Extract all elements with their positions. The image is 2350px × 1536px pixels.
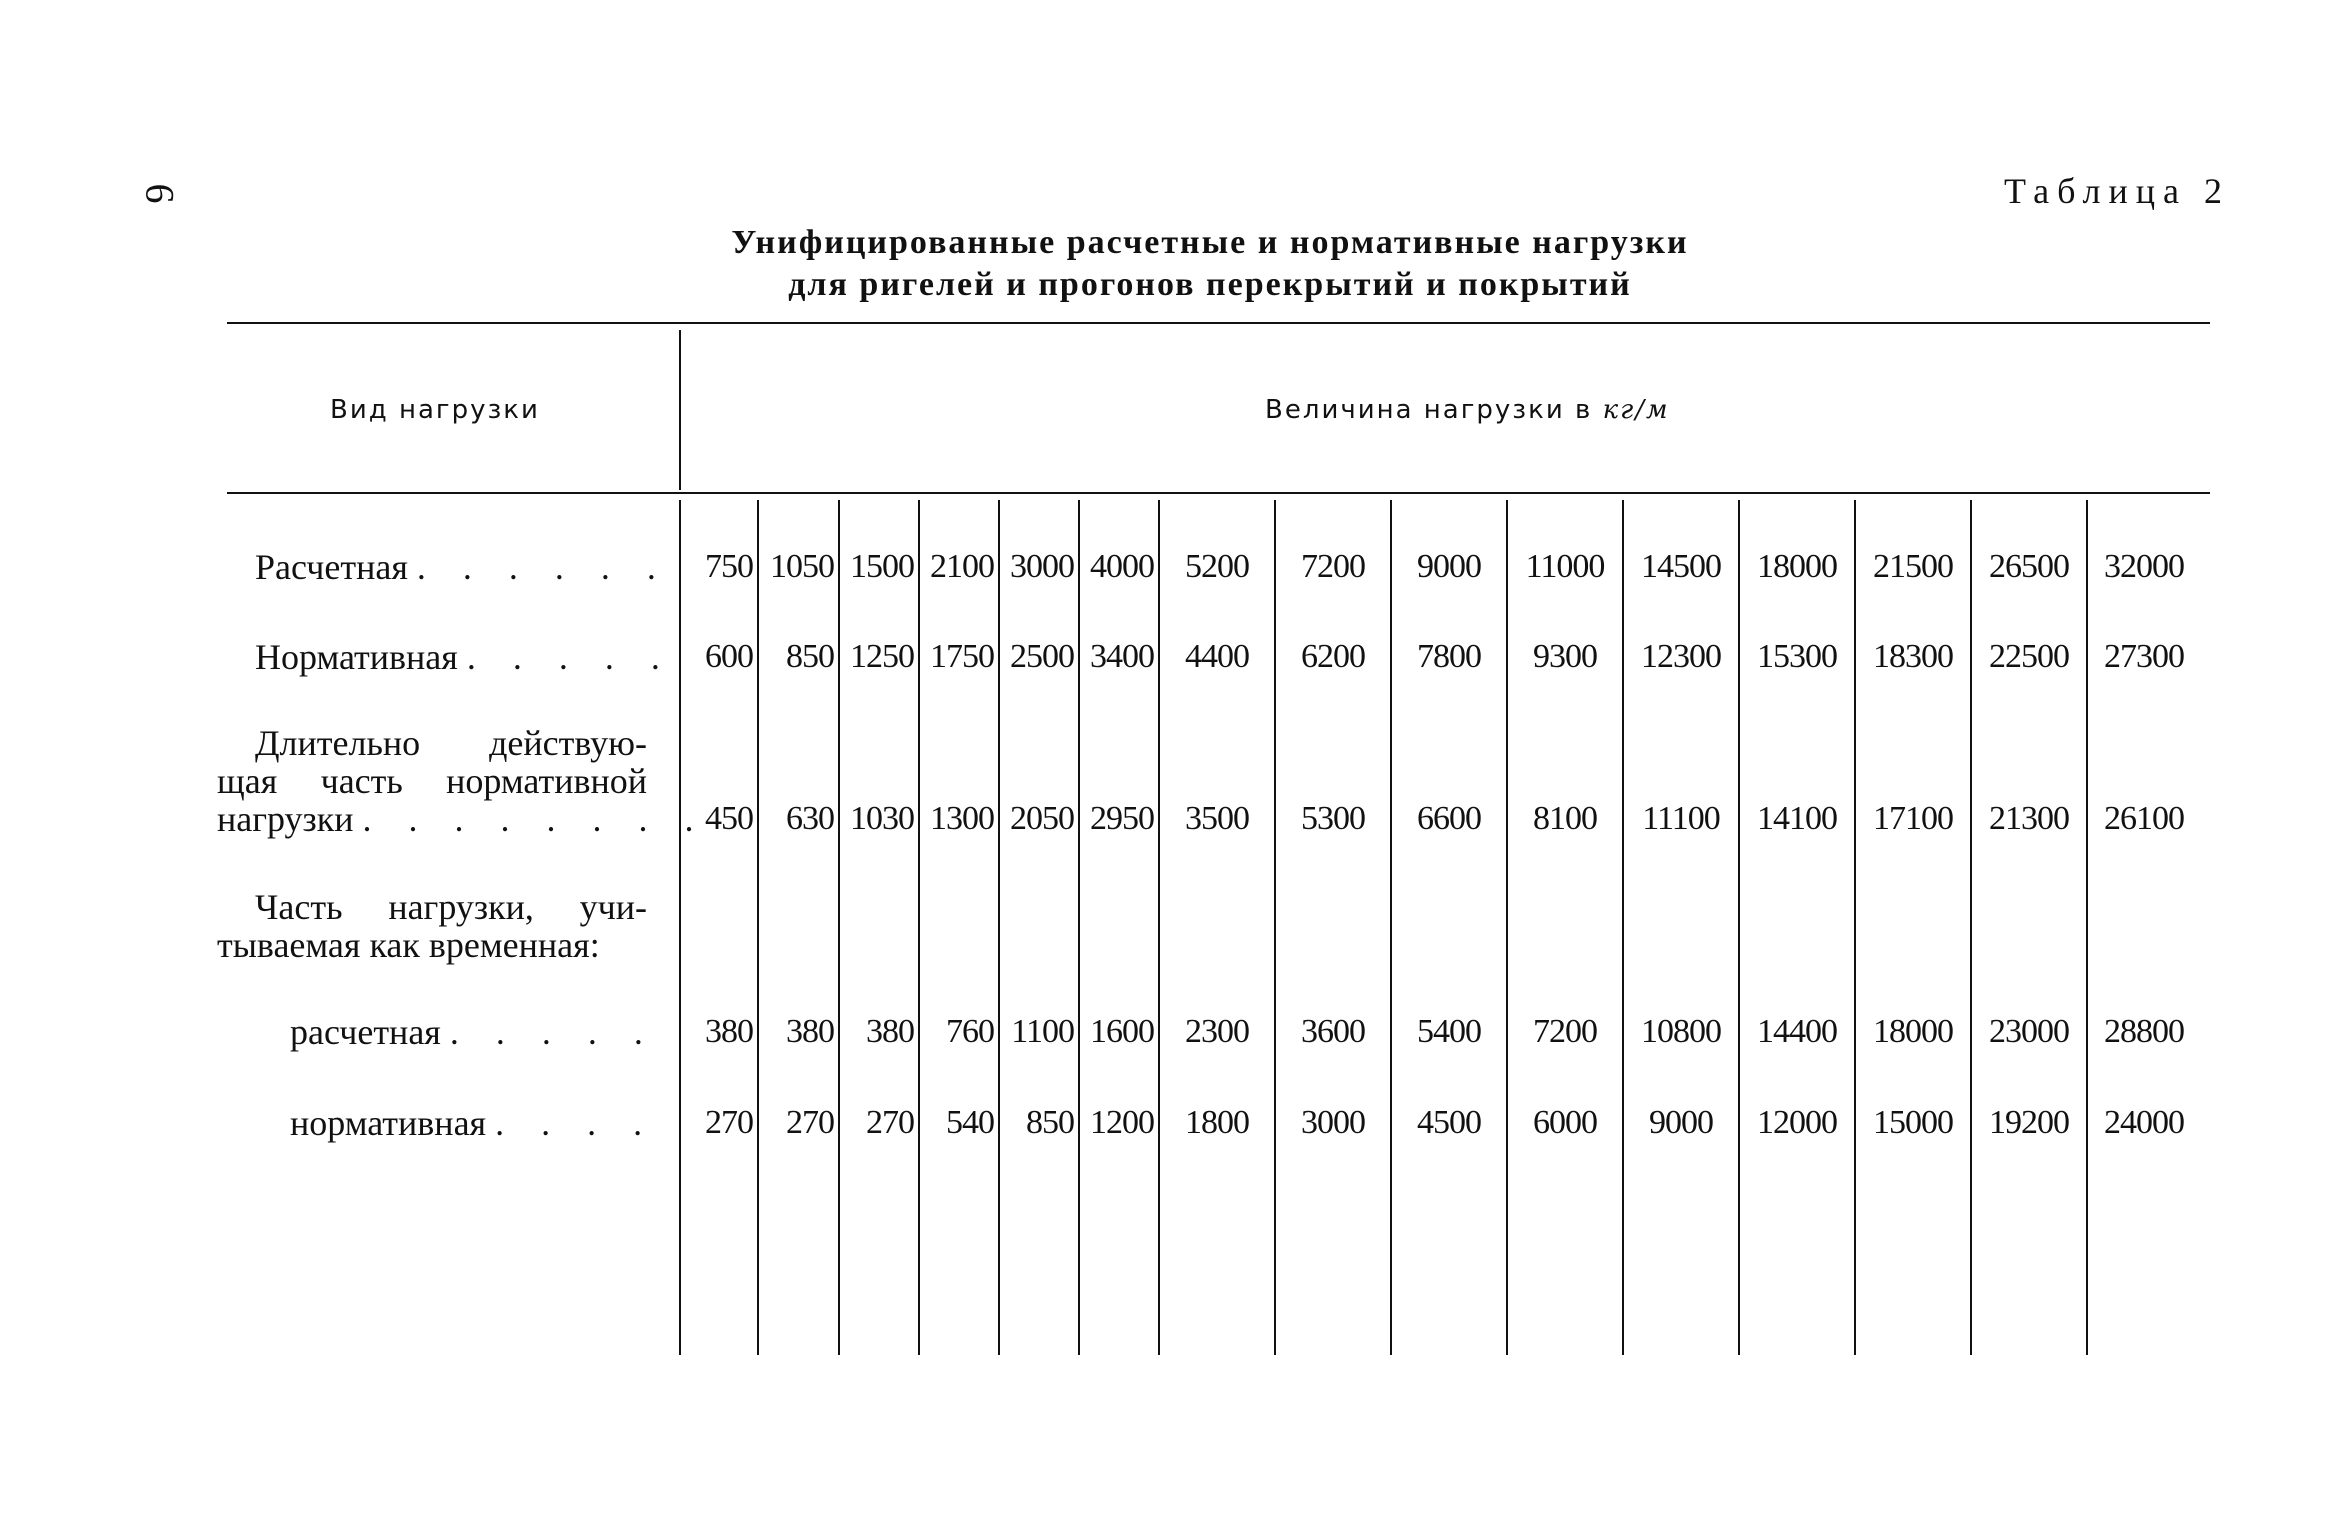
table-cell: 380 (786, 1013, 834, 1050)
column-divider (1854, 500, 1856, 1355)
header-divider (679, 330, 681, 490)
table-cell: 14400 (1757, 1013, 1837, 1050)
title-line-1: Унифицированные расчетные и нормативные нагрузки (731, 224, 1689, 261)
column-divider (838, 500, 840, 1355)
table-cell: 2100 (930, 548, 994, 585)
table-cell: 2300 (1185, 1013, 1249, 1050)
table-cell: 9000 (1649, 1104, 1713, 1141)
column-divider (998, 500, 1000, 1355)
column-divider (679, 500, 681, 1355)
column-divider (1738, 500, 1740, 1355)
header-bottom-rule (227, 492, 2210, 494)
column-divider (1390, 500, 1392, 1355)
column-divider (2086, 500, 2088, 1355)
table-cell: 3600 (1301, 1013, 1365, 1050)
table-cell: 600 (705, 638, 753, 675)
table-cell: 3500 (1185, 800, 1249, 837)
row-label-normative: Нормативная . . . . . (255, 637, 674, 677)
row-label-temporary-part (217, 888, 647, 964)
table-cell: 12300 (1641, 638, 1721, 675)
column-divider (1158, 500, 1160, 1355)
table-cell: 11000 (1525, 548, 1605, 585)
column-divider (1506, 500, 1508, 1355)
table-cell: 850 (1026, 1104, 1074, 1141)
table-cell: 270 (786, 1104, 834, 1141)
table-cell: 2950 (1090, 800, 1154, 837)
table-cell: 1030 (850, 800, 914, 837)
table-cell: 750 (705, 548, 753, 585)
row-label-temporary-line-2: тываемая как временная: (217, 925, 600, 965)
table-cell: 1300 (930, 800, 994, 837)
table-cell: 270 (705, 1104, 753, 1141)
row-label-long-term (217, 724, 708, 838)
table-cell: 1050 (770, 548, 834, 585)
column-divider (1078, 500, 1080, 1355)
table-cell: 1200 (1090, 1104, 1154, 1141)
table-cell: 270 (866, 1104, 914, 1141)
table-cell: 3000 (1301, 1104, 1365, 1141)
table-cell: 12000 (1757, 1104, 1837, 1141)
table-cell: 1500 (850, 548, 914, 585)
table-cell: 630 (786, 800, 834, 837)
table-cell: 7200 (1301, 548, 1365, 585)
table-cell: 15000 (1873, 1104, 1953, 1141)
table-top-rule (227, 322, 2210, 324)
table-cell: 32000 (2104, 548, 2184, 585)
table-cell: 15300 (1757, 638, 1837, 675)
page-number: 6 (137, 183, 183, 204)
table-cell: 18300 (1873, 638, 1953, 675)
header-load-value-unit: кг/м (1602, 395, 1670, 425)
table-cell: 21300 (1989, 800, 2069, 837)
table-cell: 380 (705, 1013, 753, 1050)
table-cell: 8100 (1533, 800, 1597, 837)
table-cell: 18000 (1873, 1013, 1953, 1050)
table-cell: 23000 (1989, 1013, 2069, 1050)
table-cell: 22500 (1989, 638, 2069, 675)
table-cell: 5300 (1301, 800, 1365, 837)
row-label-temporary-line-1: Часть нагрузки, учи- (255, 887, 647, 927)
table-label: Таблица 2 (2004, 171, 2230, 211)
table-cell: 3400 (1090, 638, 1154, 675)
column-divider (1970, 500, 1972, 1355)
column-divider (757, 500, 759, 1355)
table-cell: 1750 (930, 638, 994, 675)
table-cell: 5200 (1185, 548, 1249, 585)
column-divider (1274, 500, 1276, 1355)
table-cell: 850 (786, 638, 834, 675)
row-label-long-term-line-1: Длительно действую- (255, 723, 647, 763)
row-label-long-term-line-3: нагрузки . . . . . . . . (217, 799, 708, 839)
table-cell: 14500 (1641, 548, 1721, 585)
row-label-temp-normative: нормативная . . . . (290, 1103, 657, 1143)
table-cell: 9300 (1533, 638, 1597, 675)
table-cell: 450 (705, 800, 753, 837)
table-cell: 28800 (2104, 1013, 2184, 1050)
row-label-long-term-line-2: щая часть нормативной (217, 761, 647, 801)
table-title (0, 222, 2350, 306)
table-cell: 4000 (1090, 548, 1154, 585)
table-cell: 380 (866, 1013, 914, 1050)
column-divider (918, 500, 920, 1355)
table-cell: 1100 (1011, 1013, 1074, 1050)
table-cell: 2050 (1010, 800, 1074, 837)
table-cell: 2500 (1010, 638, 1074, 675)
table-cell: 760 (946, 1013, 994, 1050)
table-cell: 26500 (1989, 548, 2069, 585)
table-cell: 6000 (1533, 1104, 1597, 1141)
row-label-temp-design: расчетная . . . . . (290, 1012, 657, 1052)
table-cell: 4500 (1417, 1104, 1481, 1141)
table-cell: 5400 (1417, 1013, 1481, 1050)
table-cell: 7200 (1533, 1013, 1597, 1050)
table-cell: 6600 (1417, 800, 1481, 837)
table-cell: 1250 (850, 638, 914, 675)
table-cell: 11100 (1642, 800, 1720, 837)
table-cell: 540 (946, 1104, 994, 1141)
table-cell: 1600 (1090, 1013, 1154, 1050)
title-line-2: для ригелей и прогонов перекрытий и покрытий (788, 266, 1632, 303)
table-cell: 26100 (2104, 800, 2184, 837)
table-cell: 21500 (1873, 548, 1953, 585)
table-cell: 9000 (1417, 548, 1481, 585)
table-cell: 17100 (1873, 800, 1953, 837)
table-cell: 3000 (1010, 548, 1074, 585)
header-load-type: Вид нагрузки (330, 395, 540, 425)
header-load-value (1265, 395, 1670, 425)
header-load-value-prefix: Величина нагрузки в (1265, 395, 1603, 425)
table-cell: 19200 (1989, 1104, 2069, 1141)
table-cell: 18000 (1757, 548, 1837, 585)
table-cell: 1800 (1185, 1104, 1249, 1141)
table-cell: 10800 (1641, 1013, 1721, 1050)
table-cell: 4400 (1185, 638, 1249, 675)
table-cell: 14100 (1757, 800, 1837, 837)
column-divider (1622, 500, 1624, 1355)
table-cell: 27300 (2104, 638, 2184, 675)
table-cell: 6200 (1301, 638, 1365, 675)
row-label-design: Расчетная . . . . . . (255, 547, 670, 587)
table-cell: 24000 (2104, 1104, 2184, 1141)
table-cell: 7800 (1417, 638, 1481, 675)
